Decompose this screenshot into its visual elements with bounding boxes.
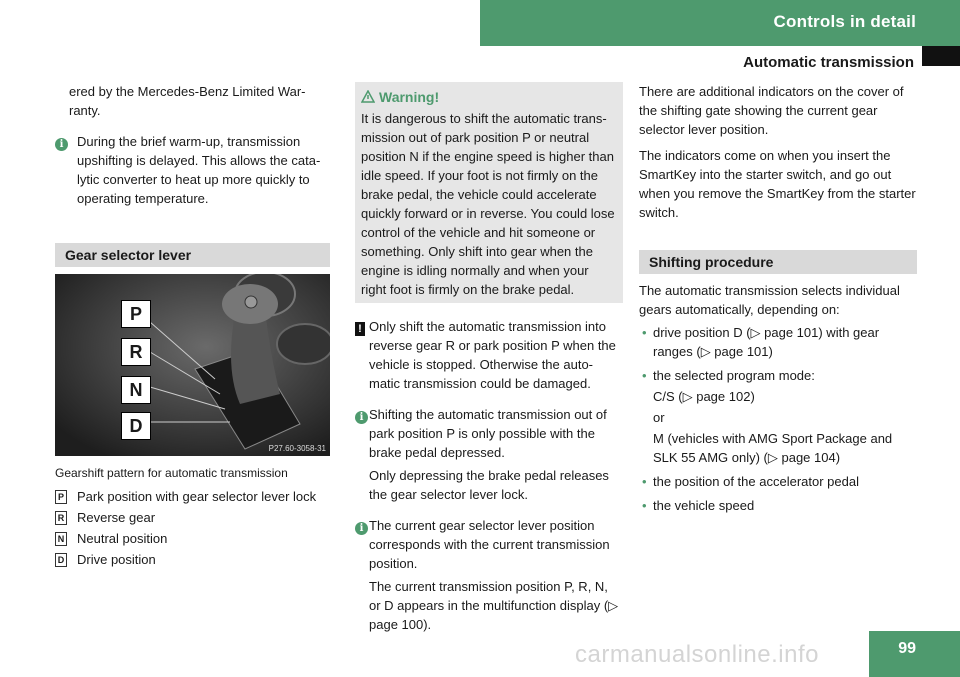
warning-text: It is dangerous to shift the automatic trans-mission out of park position P or neutral position N if the engine speed is higher than idle speed. If your foot is not firmly on the brake pedal, the vehicle could accelerate quickly forward or in reverse. You could lose control of the vehicle and hit someone or something. Only shift into gear when the engine is idling normally and when your right foot is firmly on the brake pedal. [361,111,615,297]
column-middle [355,82,623,641]
notice-reverse [355,317,623,393]
legend-key-p: P [55,490,67,504]
shifting-intro: The automatic transmission selects individual gears automatically, depending on: [639,283,900,317]
chapter-tab [480,0,960,46]
bullet-dot: • [642,325,647,340]
bullet-program-text: the selected program mode: [653,368,815,383]
thumb-marker [922,46,960,66]
info-icon: i [355,517,368,536]
legend-item [55,529,330,548]
legend-key-n: N [55,532,67,546]
program-m: M (vehicles with AMG Sport Package and SLK 55 AMG only) (▷ page 104) [653,431,893,465]
legend-text: Drive position [77,552,156,567]
photo-caption: Gearshift pattern for automatic transmission [55,466,288,480]
indicators-smartkey-paragraph: The indicators come on when you insert the SmartKey into the starter switch, and go out when you remove the SmartKey from the starter switch. [639,148,916,220]
page-number-tab [869,631,960,677]
photo-label-r: R [121,338,151,366]
gear-lever-illustration [55,274,330,456]
program-or: or [653,410,665,425]
bullet-speed-text: the vehicle speed [653,498,755,513]
continued-text: ered by the Mercedes-Benz Limited War-ranty. [69,84,306,118]
bullet-dot: • [642,368,647,383]
program-cs: C/S (▷ page 102) [653,389,755,404]
bullet-drive-position [639,323,917,361]
column-left [55,78,330,571]
legend-text: Park position with gear selector lever lock [77,489,317,504]
info-warmup-text: During the brief warm-up, transmission upshifting is delayed. This allows the cata-lytic converter to heat up more quickly to operating temperature. [77,134,321,206]
info-warmup [55,132,330,208]
info-icon: i [355,406,368,425]
photo-label-p: P [121,300,151,328]
info-shift [355,405,623,462]
info-current [355,516,623,573]
notice-text: Only shift the automatic transmission into reverse gear R or park position P when the vehicle is stopped. Otherwise the auto-matic transmission could be damaged. [369,319,616,391]
bullet-dot: • [642,474,647,489]
bullet-program-mode [639,366,917,385]
legend-text: Reverse gear [77,510,156,525]
info-icon: i [55,133,68,152]
photo-label-n: N [121,376,151,404]
bullet-dot: • [642,498,647,513]
gear-selector-photo [55,274,330,456]
warning-title-text: Warning! [379,89,440,105]
page-number: 99 [898,640,916,657]
legend-key-d: D [55,553,67,567]
legend-item [55,550,330,569]
photo-code: P27.60-3058-31 [268,444,326,453]
bullet-vehicle-speed [639,496,917,515]
info-current-text: The current gear selector lever position corresponds with the current transmission position. [369,518,610,571]
info-current-followup: The current transmission position P, R, N, or D appears in the multifunction display (▷ page 100). [369,579,619,632]
warning-title [361,88,617,107]
photo-label-d: D [121,412,151,440]
chapter-title: Controls in detail [773,12,916,31]
info-shift-followup: Only depressing the brake pedal releases the gear selector lever lock. [369,468,609,502]
legend-item [55,508,330,527]
section-title: Automatic transmission [743,54,914,71]
watermark: carmanualsonline.info [575,641,819,668]
warning-box [355,82,623,303]
shifting-procedure-heading: Shifting procedure [639,250,917,274]
bullet-drive-text: drive position D (▷ page 101) with gear ranges (▷ page 101) [653,325,880,359]
info-shift-text: Shifting the automatic transmission out of park position P is only possible with the brake pedal depressed. [369,407,607,460]
warning-triangle-icon [361,90,375,103]
indicators-paragraph: There are additional indicators on the cover of the shifting gate showing the current gear selector lever position. [639,84,904,137]
bullet-accelerator-text: the position of the accelerator pedal [653,474,859,489]
gear-selector-heading: Gear selector lever [55,243,330,267]
legend-key-r: R [55,511,67,525]
legend-text: Neutral position [77,531,168,546]
legend-item [55,487,330,506]
notice-icon: ! [355,318,365,337]
bullet-accelerator [639,472,917,491]
column-right [639,82,917,520]
